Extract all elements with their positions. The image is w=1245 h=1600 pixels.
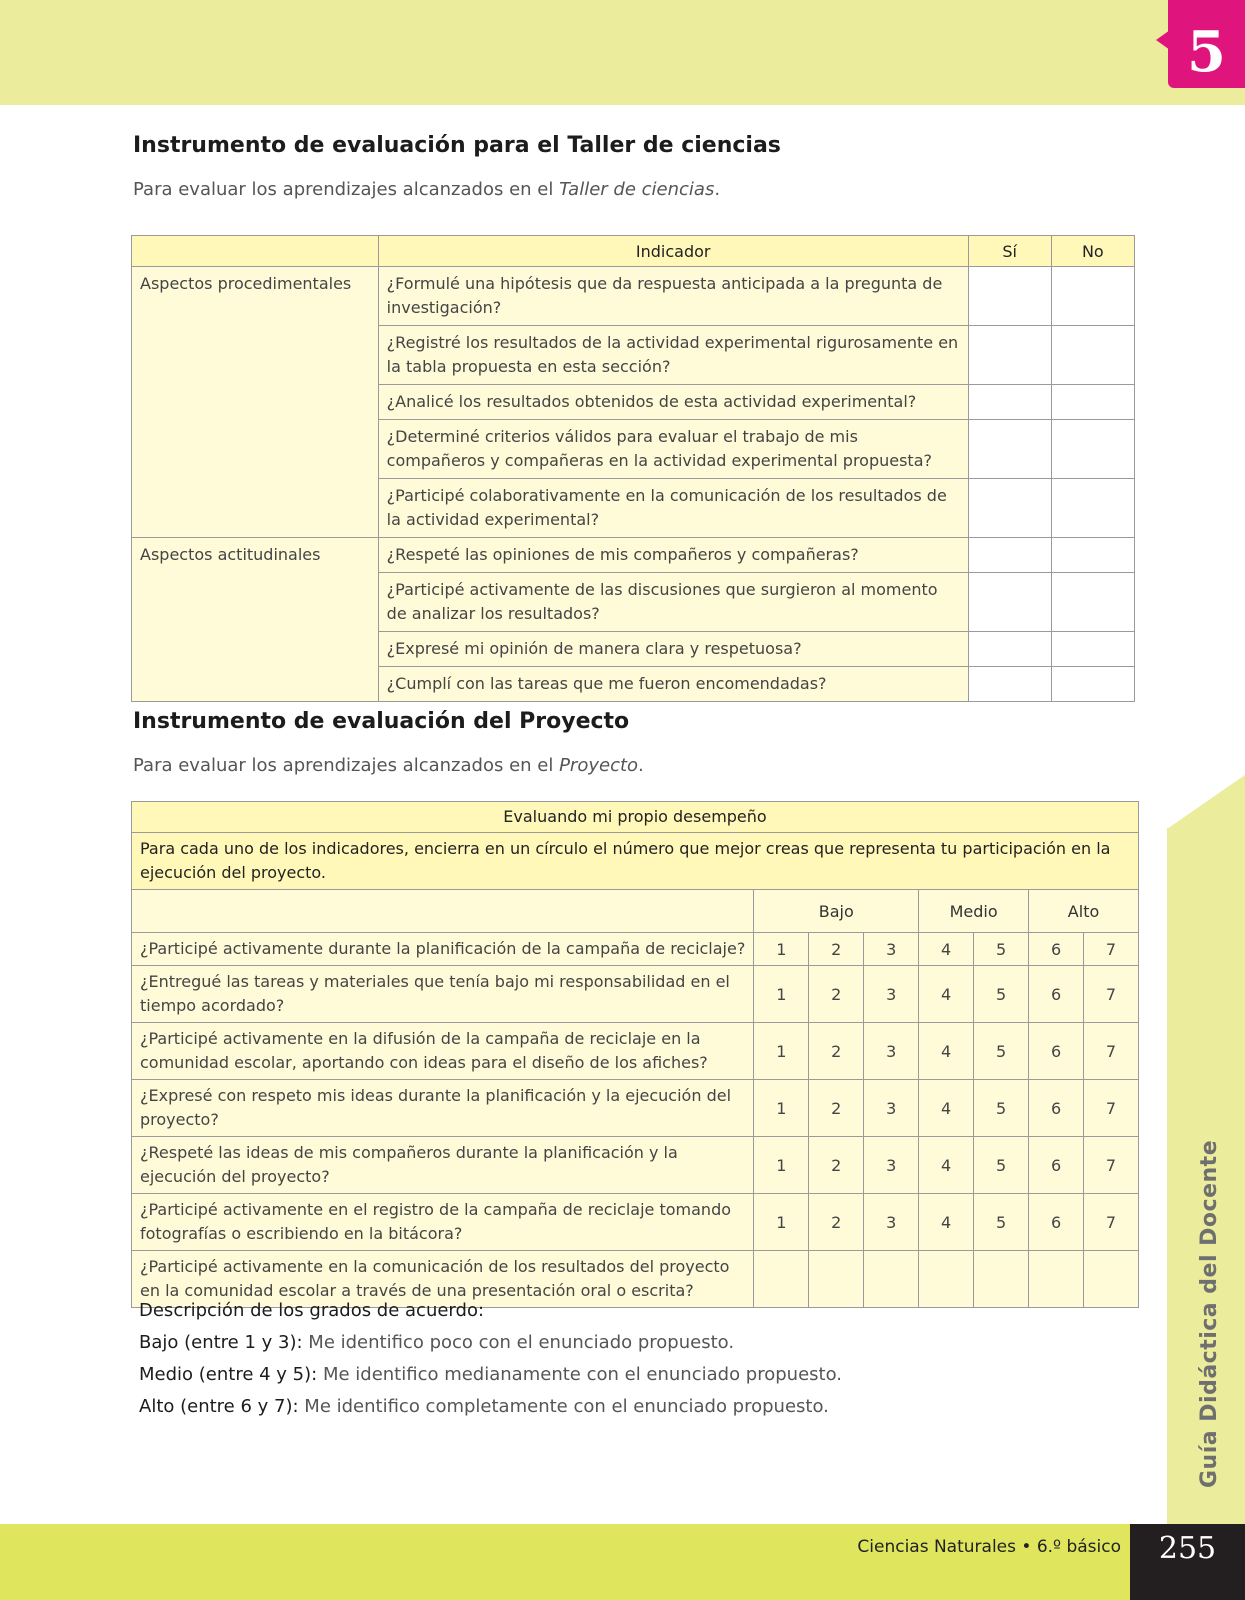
scale-option[interactable] (754, 1251, 809, 1308)
scale-option[interactable]: 1 (754, 933, 809, 966)
scale-option[interactable] (809, 1251, 864, 1308)
section2-intro-emphasis: Proyecto (559, 755, 639, 776)
footer-book-title: Ciencias Naturales • 6.º básico (857, 1537, 1121, 1557)
indicator-cell: ¿Formulé una hipótesis que da respuesta anticipada a la pregunta de investigación? (378, 267, 968, 326)
indicator-header: Indicador (378, 236, 968, 267)
yes-checkbox-cell[interactable] (968, 267, 1051, 326)
yes-checkbox-cell[interactable] (968, 479, 1051, 538)
sidebar-label: Guía Didáctica del Docente (1197, 1139, 1222, 1488)
legend-item (139, 1396, 829, 1417)
aspect-header (132, 236, 379, 267)
section2-intro-suffix: . (638, 755, 644, 776)
table-title-row (132, 802, 1139, 833)
no-checkbox-cell[interactable] (1051, 385, 1134, 420)
legend-label: Medio (entre 4 y 5): (139, 1364, 318, 1385)
indicator-cell: ¿Participé activamente de las discusiones que surgieron al momento de analizar los resultados? (378, 573, 968, 632)
section1-title: Instrumento de evaluación para el Taller de ciencias (133, 133, 781, 158)
yes-checkbox-cell[interactable] (968, 420, 1051, 479)
scale-option[interactable]: 2 (809, 933, 864, 966)
no-header: No (1051, 236, 1134, 267)
scale-option[interactable]: 4 (919, 1137, 974, 1194)
legend-label: Bajo (entre 1 y 3): (139, 1332, 303, 1353)
scale-option[interactable]: 3 (864, 1194, 919, 1251)
table-row (132, 1023, 1139, 1080)
yes-checkbox-cell[interactable] (968, 632, 1051, 667)
no-checkbox-cell[interactable] (1051, 538, 1134, 573)
scale-option[interactable]: 2 (809, 1023, 864, 1080)
scale-option[interactable]: 6 (1029, 1137, 1084, 1194)
instructions-row (132, 833, 1139, 890)
section2-intro-prefix: Para evaluar los aprendizajes alcanzados en el (133, 755, 560, 776)
page-number: 255 (1130, 1524, 1245, 1600)
scale-option[interactable]: 5 (974, 933, 1029, 966)
chapter-number: 5 (1168, 0, 1245, 88)
no-checkbox-cell[interactable] (1051, 267, 1134, 326)
aspect-cell: Aspectos procedimentales (132, 267, 379, 538)
yes-checkbox-cell[interactable] (968, 326, 1051, 385)
no-checkbox-cell[interactable] (1051, 326, 1134, 385)
scale-option[interactable]: 4 (919, 1023, 974, 1080)
project-evaluation-table (131, 801, 1139, 1308)
scale-option[interactable]: 2 (809, 966, 864, 1023)
indicator-cell: ¿Analicé los resultados obtenidos de esta actividad experimental? (378, 385, 968, 420)
scale-option[interactable]: 5 (974, 1137, 1029, 1194)
scale-option[interactable]: 5 (974, 1080, 1029, 1137)
scale-option[interactable]: 4 (919, 933, 974, 966)
no-checkbox-cell[interactable] (1051, 573, 1134, 632)
indicator-cell: ¿Participé activamente en el registro de la campaña de reciclaje tomando fotografías o escribiendo en la bitácora? (132, 1194, 754, 1251)
legend-text: Me identifico completamente con el enunciado propuesto. (298, 1396, 829, 1417)
scale-option[interactable]: 5 (974, 966, 1029, 1023)
scale-option[interactable]: 2 (809, 1080, 864, 1137)
indicator-cell: ¿Registré los resultados de la actividad experimental rigurosamente en la tabla propuesta en esta sección? (378, 326, 968, 385)
workshop-evaluation-table (131, 235, 1135, 702)
table-row (132, 1137, 1139, 1194)
aspect-cell: Aspectos actitudinales (132, 538, 379, 702)
table-row (132, 538, 1135, 573)
scale-option[interactable] (974, 1251, 1029, 1308)
scale-option[interactable]: 6 (1029, 1023, 1084, 1080)
legend-label: Alto (entre 6 y 7): (139, 1396, 299, 1417)
scale-option[interactable]: 3 (864, 966, 919, 1023)
scale-option[interactable]: 6 (1029, 933, 1084, 966)
scale-option[interactable]: 1 (754, 1080, 809, 1137)
header-band (0, 0, 1245, 105)
section1-intro-suffix: . (714, 179, 721, 200)
section1-intro-emphasis: Taller de ciencias (559, 179, 715, 200)
no-checkbox-cell[interactable] (1051, 667, 1134, 702)
yes-checkbox-cell[interactable] (968, 538, 1051, 573)
scale-option[interactable]: 3 (864, 1080, 919, 1137)
scale-option[interactable]: 6 (1029, 1194, 1084, 1251)
indicator-cell: ¿Respeté las opiniones de mis compañeros y compañeras? (378, 538, 968, 573)
scale-option[interactable]: 7 (1084, 1194, 1139, 1251)
indicator-cell: ¿Cumplí con las tareas que me fueron encomendadas? (378, 667, 968, 702)
table-row (132, 1080, 1139, 1137)
legend-item (139, 1364, 842, 1385)
scale-option[interactable]: 3 (864, 1023, 919, 1080)
scale-option[interactable]: 2 (809, 1137, 864, 1194)
scale-option[interactable]: 1 (754, 1023, 809, 1080)
table-row (132, 966, 1139, 1023)
level-header-row (132, 890, 1139, 933)
legend-title (139, 1300, 484, 1321)
scale-option[interactable]: 1 (754, 1137, 809, 1194)
scale-option[interactable]: 5 (974, 1023, 1029, 1080)
yes-checkbox-cell[interactable] (968, 385, 1051, 420)
table-row (132, 267, 1135, 326)
scale-option[interactable]: 4 (919, 1080, 974, 1137)
table-row (132, 1194, 1139, 1251)
scale-option[interactable]: 7 (1084, 1080, 1139, 1137)
level-mid: Medio (919, 890, 1029, 933)
scale-option[interactable]: 7 (1084, 1023, 1139, 1080)
table-header-row (132, 236, 1135, 267)
scale-option[interactable]: 7 (1084, 933, 1139, 966)
sidebar-band-top (1167, 775, 1245, 829)
table-row (132, 1251, 1139, 1308)
legend-item (139, 1332, 734, 1353)
scale-option[interactable] (864, 1251, 919, 1308)
level-low: Bajo (754, 890, 919, 933)
no-checkbox-cell[interactable] (1051, 479, 1134, 538)
legend-text: Me identifico medianamente con el enunciado propuesto. (317, 1364, 843, 1385)
section2-intro (133, 755, 644, 776)
scale-option[interactable]: 4 (919, 1194, 974, 1251)
legend-text: Me identifico poco con el enunciado propuesto. (302, 1332, 735, 1353)
scale-option[interactable]: 1 (754, 966, 809, 1023)
indicator-cell: ¿Expresé con respeto mis ideas durante la planificación y la ejecución del proyecto? (132, 1080, 754, 1137)
legend-title-text: Descripción de los grados de acuerdo: (139, 1300, 485, 1321)
yes-checkbox-cell[interactable] (968, 573, 1051, 632)
footer-band (0, 1524, 1245, 1600)
scale-option[interactable]: 2 (809, 1194, 864, 1251)
indicator-cell: ¿Entregué las tareas y materiales que tenía bajo mi responsabilidad en el tiempo acordado? (132, 966, 754, 1023)
indicator-cell: ¿Expresé mi opinión de manera clara y respetuosa? (378, 632, 968, 667)
scale-option[interactable]: 7 (1084, 966, 1139, 1023)
scale-option[interactable]: 6 (1029, 966, 1084, 1023)
table-row (132, 933, 1139, 966)
scale-option[interactable]: 4 (919, 966, 974, 1023)
yes-checkbox-cell[interactable] (968, 667, 1051, 702)
scale-option[interactable] (919, 1251, 974, 1308)
level-header-blank (132, 890, 754, 933)
table-instructions: Para cada uno de los indicadores, encierra en un círculo el número que mejor creas que representa tu participación en la ejecución del proyecto. (132, 833, 1139, 890)
level-high: Alto (1029, 890, 1139, 933)
indicator-cell: ¿Determiné criterios válidos para evaluar el trabajo de mis compañeros y compañeras en la actividad experimental propuesta? (378, 420, 968, 479)
indicator-cell: ¿Participé colaborativamente en la comunicación de los resultados de la actividad experimental? (378, 479, 968, 538)
scale-option[interactable] (1029, 1251, 1084, 1308)
no-checkbox-cell[interactable] (1051, 420, 1134, 479)
indicator-cell: ¿Participé activamente en la difusión de la campaña de reciclaje en la comunidad escolar, aportando con ideas para el diseño de los afiches? (132, 1023, 754, 1080)
scale-option[interactable]: 3 (864, 1137, 919, 1194)
indicator-cell: ¿Participé activamente en la comunicación de los resultados del proyecto en la comunidad escolar a través de una presentación oral o escrita? (132, 1251, 754, 1308)
indicator-cell: ¿Participé activamente durante la planificación de la campaña de reciclaje? (132, 933, 754, 966)
yes-header: Sí (968, 236, 1051, 267)
scale-option[interactable] (1084, 1251, 1139, 1308)
scale-option[interactable]: 7 (1084, 1137, 1139, 1194)
table-title: Evaluando mi propio desempeño (132, 802, 1139, 833)
section2-title: Instrumento de evaluación del Proyecto (133, 709, 630, 734)
section1-intro (133, 179, 720, 200)
scale-option[interactable]: 1 (754, 1194, 809, 1251)
scale-option[interactable]: 6 (1029, 1080, 1084, 1137)
section1-intro-prefix: Para evaluar los aprendizajes alcanzados en el (133, 179, 560, 200)
scale-option[interactable]: 5 (974, 1194, 1029, 1251)
scale-option[interactable]: 3 (864, 933, 919, 966)
no-checkbox-cell[interactable] (1051, 632, 1134, 667)
indicator-cell: ¿Respeté las ideas de mis compañeros durante la planificación y la ejecución del proyecto? (132, 1137, 754, 1194)
